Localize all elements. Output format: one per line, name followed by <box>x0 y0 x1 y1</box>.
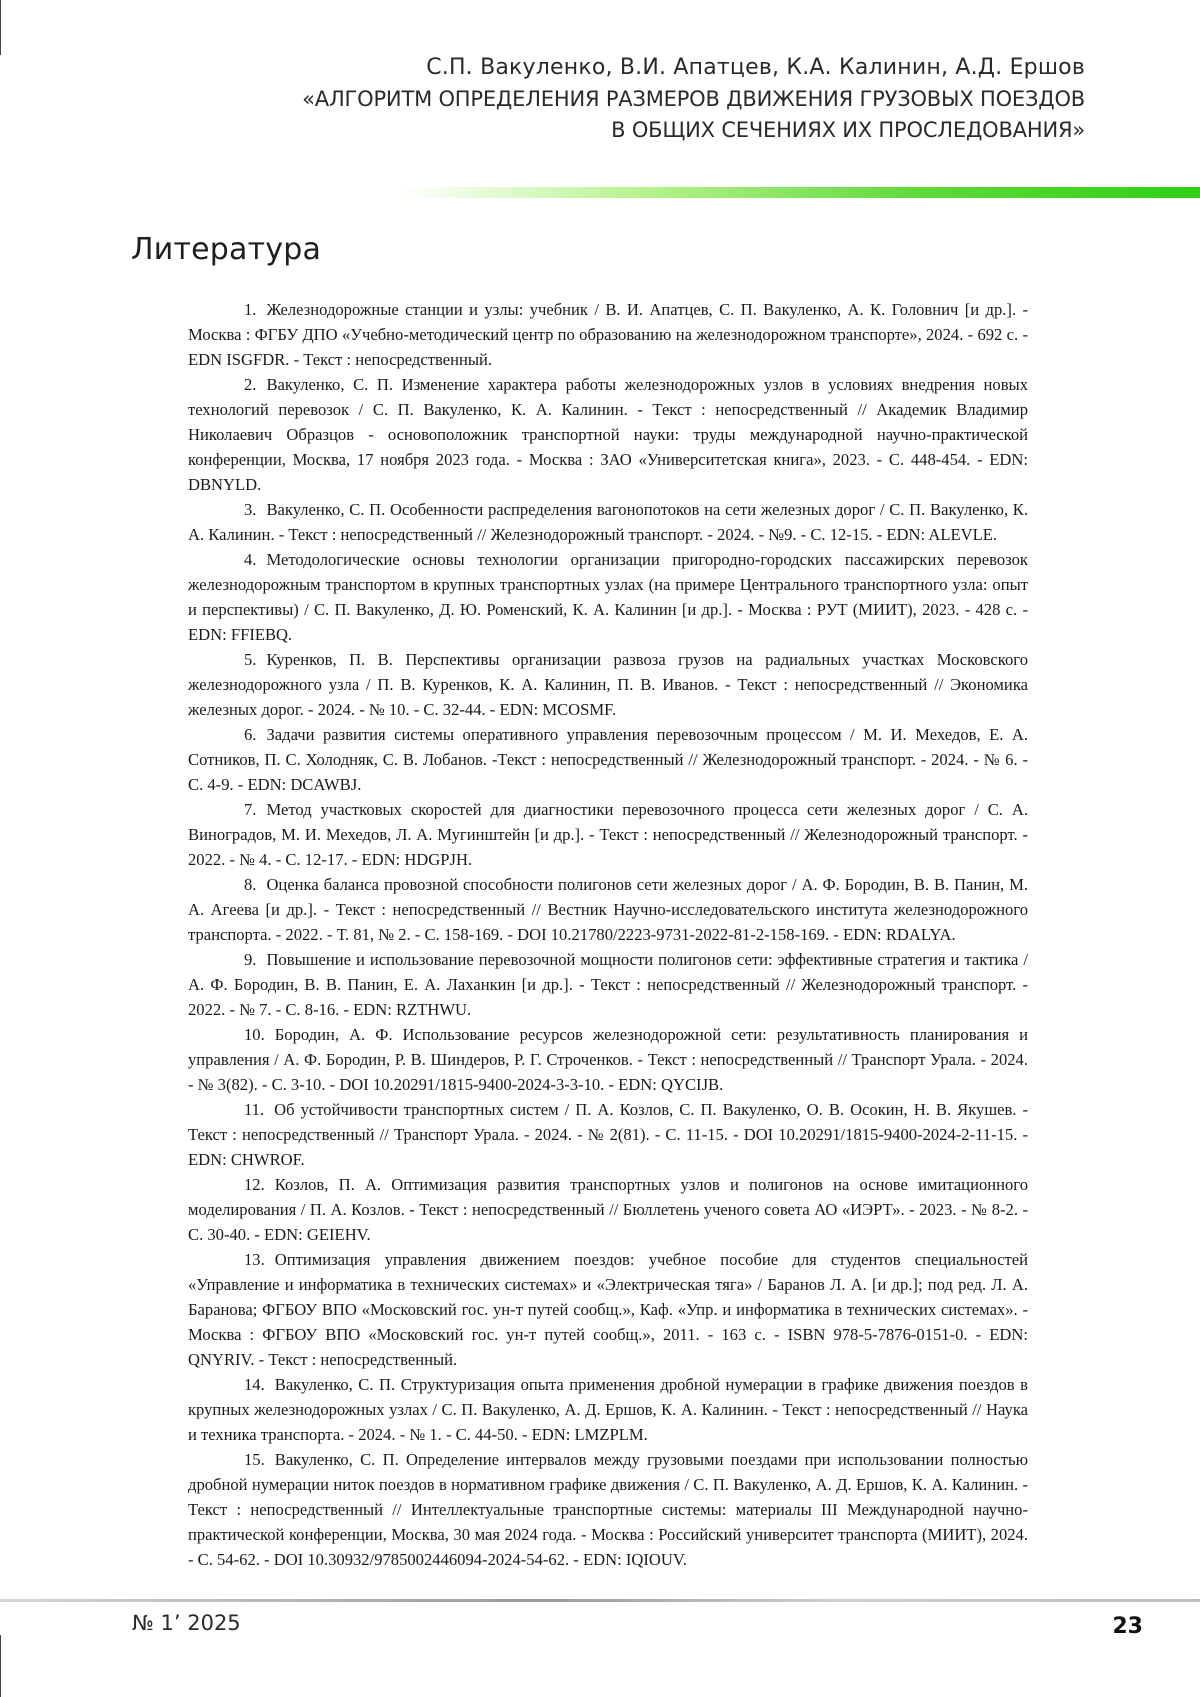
reference-item <box>188 547 1028 647</box>
reference-item <box>188 1372 1028 1447</box>
reference-item <box>188 722 1028 797</box>
reference-item <box>188 1247 1028 1372</box>
reference-number: 14. <box>244 1375 265 1394</box>
running-header <box>185 52 1085 146</box>
reference-number: 8. <box>244 875 257 894</box>
reference-number: 5. <box>244 650 257 669</box>
header-title-line-2: В ОБЩИХ СЕЧЕНИЯХ ИХ ПРОСЛЕДОВАНИЯ» <box>611 118 1085 142</box>
reference-item <box>188 797 1028 872</box>
header-title-line-1: «АЛГОРИТМ ОПРЕДЕЛЕНИЯ РАЗМЕРОВ ДВИЖЕНИЯ ГРУЗОВЫХ ПОЕЗДОВ <box>302 87 1085 111</box>
reference-number: 3. <box>244 500 257 519</box>
reference-text: Повышение и использование перевозочной мощности полигонов сети: эффективные стратегия и тактика / А. Ф. Бородин, В. В. Панин, Е. А. Лаханкин [и др.]. - Текст : непосредственный // Железнодорожный транспорт. - 2022. - № 7. - С. 8-16. - EDN: RZTHWU. <box>188 950 1028 1019</box>
reference-text: Задачи развития системы оперативного управления перевозочным процессом / М. И. Мехедов, Е. А. Сотников, П. С. Холодняк, С. В. Лобанов. -Текст : непосредственный // Железнодорожный транспорт. - 2024. - № 6. - С. 4-9. - EDN: DCAWBJ. <box>188 725 1028 794</box>
reference-item <box>188 297 1028 372</box>
reference-number: 12. <box>244 1175 265 1194</box>
reference-text: Вакуленко, С. П. Особенности распределения вагонопотоков на сети железных дорог / С. П. Вакуленко, К. А. Калинин. - Текст : непосредственный // Железнодорожный транспорт. - 2024. - №9. - С. 12-15. - EDN: ALEVLE. <box>188 500 1028 544</box>
reference-item <box>188 647 1028 722</box>
reference-text: Методологические основы технологии организации пригородно-городских пассажирских перевозок железнодорожным транспортом в крупных транспортных узлах (на примере Центрального транспортного узла: опыт и перспективы) / С. П. Вакуленко, Д. Ю. Роменский, К. А. Калинин [и др.]. - Москва : РУТ (МИИТ), 2023. - 428 с. - EDN: FFIEBQ. <box>188 550 1028 644</box>
reference-text: Вакуленко, С. П. Структуризация опыта применения дробной нумерации в графике движения поездов в крупных железнодорожных узлах / С. П. Вакуленко, А. Д. Ершов, К. А. Калинин. - Текст : непосредственный // Наука и техника транспорта. - 2024. - № 1. - С. 44-50. - EDN: LMZPLM. <box>188 1375 1028 1444</box>
reference-text: Вакуленко, С. П. Изменение характера работы железнодорожных узлов в условиях внедрения новых технологий перевозок / С. П. Вакуленко, К. А. Калинин. - Текст : непосредственный // Академик Владимир Николаевич Образцов - основоположник транспортной науки: труды международной научно-практической конференции, Москва, 17 ноября 2023 года. - Москва : ЗАО «Университетская книга», 2023. - С. 448-454. - EDN: DBNYLD. <box>188 375 1028 494</box>
reference-number: 15. <box>244 1450 265 1469</box>
reference-item <box>188 1447 1028 1572</box>
crop-mark-bottom <box>0 1635 1 1697</box>
reference-item <box>188 1022 1028 1097</box>
section-heading: Литература <box>131 232 322 267</box>
reference-number: 7. <box>244 800 257 819</box>
reference-text: Оптимизация управления движением поездов: учебное пособие для студентов специальностей «Управление и информатика в технических системах» и «Электрическая тяга» / Баранов Л. А. [и др.]; под ред. Л. А. Баранова; ФГБОУ ВПО «Московский гос. ун-т путей сообщ.», Каф. «Упр. и информатика в технических системах». - Москва : ФГБОУ ВПО «Московский гос. ун-т путей сообщ.», 2011. - 163 с. - ISBN 978-5-7876-0151-0. - EDN: QNYRIV. - Текст : непосредственный. <box>188 1250 1028 1369</box>
reference-item <box>188 1172 1028 1247</box>
reference-number: 6. <box>244 725 257 744</box>
reference-number: 10. <box>244 1025 265 1044</box>
reference-number: 4. <box>244 550 257 569</box>
header-authors: С.П. Вакуленко, В.И. Апатцев, К.А. Калинин, А.Д. Ершов <box>426 55 1085 80</box>
issue-label: № 1’ 2025 <box>132 1611 241 1635</box>
reference-text: Бородин, А. Ф. Использование ресурсов железнодорожной сети: результативность планирования и управления / А. Ф. Бородин, Р. В. Шиндеров, Р. Г. Строченков. - Текст : непосредственный // Транспорт Урала. - 2024. - № 3(82). - С. 3-10. - DOI 10.20291/1815-9400-2024-3-3-10. - EDN: QYCIJB. <box>188 1025 1028 1094</box>
green-accent-bar <box>400 187 1200 198</box>
reference-text: Оценка баланса провозной способности полигонов сети железных дорог / А. Ф. Бородин, В. В. Панин, М. А. Агеева [и др.]. - Текст : непосредственный // Вестник Научно-исследовательского института железнодорожного транспорта. - 2022. - Т. 81, № 2. - С. 158-169. - DOI 10.21780/2223-9731-2022-81-2-158-169. - EDN: RDALYA. <box>188 875 1028 944</box>
reference-item <box>188 947 1028 1022</box>
reference-item <box>188 872 1028 947</box>
reference-text: Козлов, П. А. Оптимизация развития транспортных узлов и полигонов на основе имитационного моделирования / П. А. Козлов. - Текст : непосредственный // Бюллетень ученого совета АО «ИЭРТ». - 2023. - № 8-2. - С. 30-40. - EDN: GEIEHV. <box>188 1175 1028 1244</box>
reference-text: Метод участковых скоростей для диагностики перевозочного процесса сети железных дорог / С. А. Виноградов, М. И. Мехедов, Л. А. Мугинштейн [и др.]. - Текст : непосредственный // Железнодорожный транспорт. - 2022. - № 4. - С. 12-17. - EDN: HDGPJH. <box>188 800 1028 869</box>
page-number: 23 <box>1112 1614 1143 1639</box>
crop-mark-top <box>0 0 1 55</box>
reference-item <box>188 497 1028 547</box>
reference-item <box>188 372 1028 497</box>
reference-number: 9. <box>244 950 257 969</box>
reference-number: 1. <box>244 300 257 319</box>
reference-item <box>188 1097 1028 1172</box>
footer-rule <box>0 1599 1200 1602</box>
reference-number: 2. <box>244 375 257 394</box>
reference-text: Об устойчивости транспортных систем / П. А. Козлов, С. П. Вакуленко, О. В. Осокин, Н. В. Якушев. - Текст : непосредственный // Транспорт Урала. - 2024. - № 2(81). - С. 11-15. - DOI 10.20291/1815-9400-2024-2-11-15. - EDN: CHWROF. <box>188 1100 1028 1169</box>
reference-text: Куренков, П. В. Перспективы организации развоза грузов на радиальных участках Московского железнодорожного узла / П. В. Куренков, К. А. Калинин, П. В. Иванов. - Текст : непосредственный // Экономика железных дорог. - 2024. - № 10. - С. 32-44. - EDN: MCOSMF. <box>188 650 1028 719</box>
reference-text: Вакуленко, С. П. Определение интервалов между грузовыми поездами при использовании полностью дробной нумерации ниток поездов в нормативном графике движения / С. П. Вакуленко, А. Д. Ершов, К. А. Калинин. - Текст : непосредственный // Интеллектуальные транспортные системы: материалы III Международной научно-практической конференции, Москва, 30 мая 2024 года. - Москва : Российский университет транспорта (МИИТ), 2024. - С. 54-62. - DOI 10.30932/9785002446094-2024-54-62. - EDN: IQIOUV. <box>188 1450 1028 1569</box>
reference-text: Железнодорожные станции и узлы: учебник / В. И. Апатцев, С. П. Вакуленко, А. К. Головнич [и др.]. - Москва : ФГБУ ДПО «Учебно-методический центр по образованию на железнодорожном транспорте», 2024. - 692 с. - EDN ISGFDR. - Текст : непосредственный. <box>188 300 1028 369</box>
reference-number: 13. <box>244 1250 265 1269</box>
reference-list <box>188 297 1028 1572</box>
reference-number: 11. <box>244 1100 265 1119</box>
